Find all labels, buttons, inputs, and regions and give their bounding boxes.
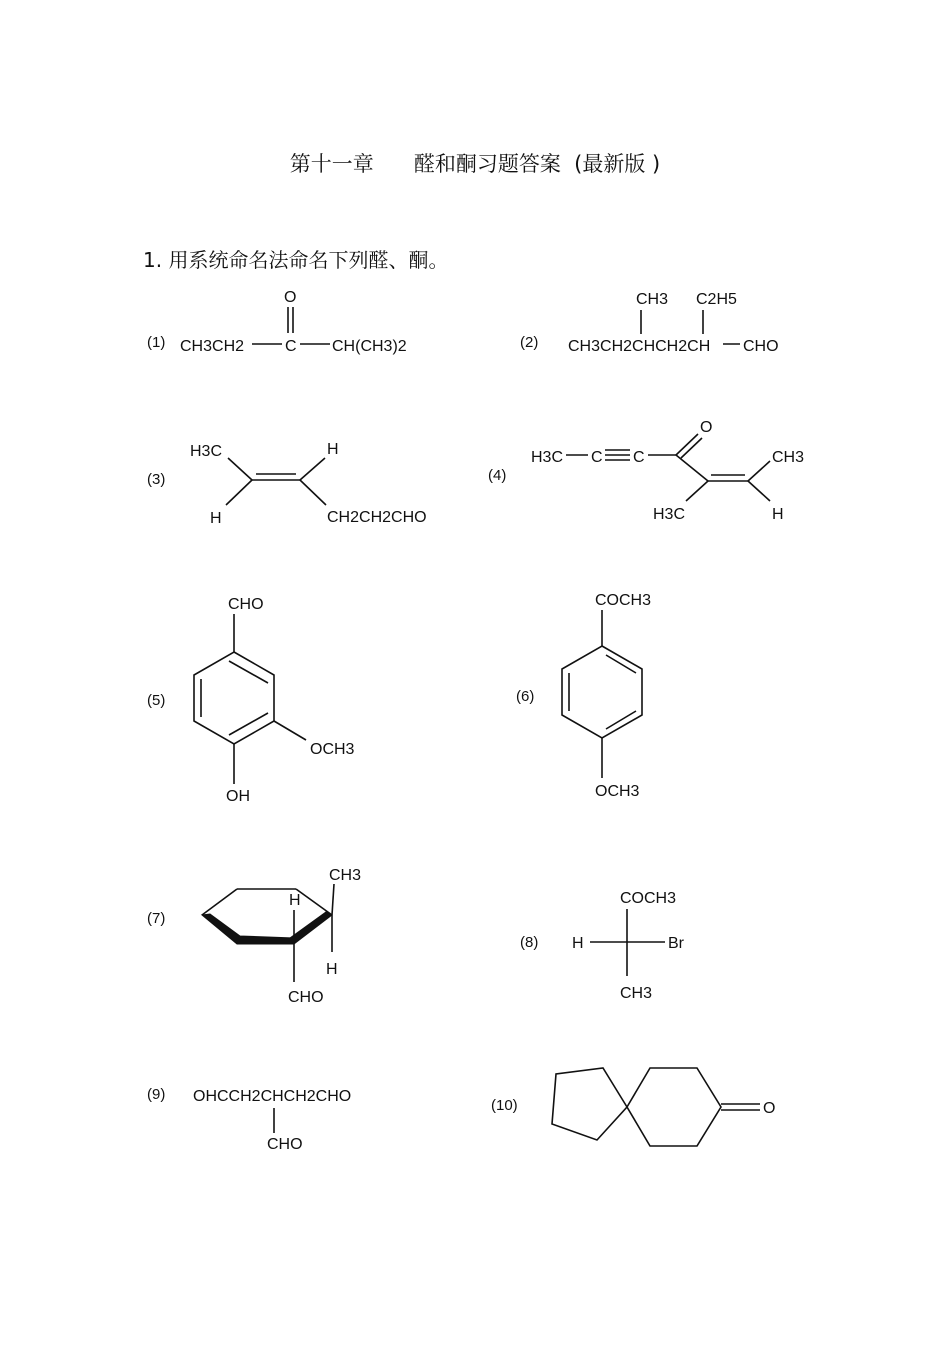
s10-oxygen: O [763, 1100, 776, 1117]
s4-alkyne-c1: C [591, 449, 603, 466]
item-label-9: (9) [147, 1086, 166, 1103]
s8-hydrogen: H [572, 935, 584, 952]
structure-7 [202, 867, 361, 1006]
s6-acetyl: COCH3 [595, 592, 652, 609]
s4-methyl-left: H3C [531, 449, 564, 466]
structure-4 [531, 419, 804, 523]
item-label-10: (10) [491, 1097, 518, 1114]
s8-methyl: CH3 [620, 985, 653, 1002]
s8-acetyl: COCH3 [620, 890, 677, 907]
s7-h-upper: H [289, 892, 301, 909]
s3-h-top: H [327, 441, 339, 458]
s6-methoxy: OCH3 [595, 783, 640, 800]
item-label-7: (7) [147, 910, 166, 927]
s1-oxygen: O [284, 289, 297, 306]
s1-right-group: CH(CH3)2 [332, 338, 407, 355]
s3-chain: CH2CH2CHO [327, 509, 427, 526]
s5-methoxy: OCH3 [310, 741, 355, 758]
s4-oxygen: O [700, 419, 713, 436]
structure-8 [572, 890, 685, 1002]
s3-h-bottom: H [210, 510, 222, 527]
structure-9 [193, 1088, 351, 1153]
structure-10 [552, 1068, 775, 1146]
item-label-5: (5) [147, 692, 166, 709]
structure-6 [562, 592, 651, 800]
page-title: 第十一章 醛和酮习题答案 (最新版 ) [289, 152, 661, 176]
s3-methyl: H3C [190, 443, 223, 460]
structure-3 [190, 441, 427, 527]
item-label-2: (2) [520, 334, 539, 351]
s7-h-lower: H [326, 961, 338, 978]
item-label-4: (4) [488, 467, 507, 484]
s8-bromine: Br [668, 935, 684, 952]
s1-carbonyl-carbon: C [285, 338, 297, 355]
structure-1 [180, 289, 407, 355]
s1-left-group: CH3CH2 [180, 338, 245, 355]
s2-main-chain: CH3CH2CHCH2CH [568, 338, 711, 355]
item-label-1: (1) [147, 334, 166, 351]
structure-5 [194, 596, 355, 805]
s7-methyl: CH3 [329, 867, 362, 884]
s5-aldehyde: CHO [228, 596, 264, 613]
s2-methyl: CH3 [636, 291, 669, 308]
question-1: 1. 用系统命名法命名下列醛、酮。 [143, 248, 449, 272]
s4-alkyne-c2: C [633, 449, 645, 466]
s9-aldehyde: CHO [267, 1136, 303, 1153]
s7-aldehyde: CHO [288, 989, 324, 1006]
s2-aldehyde: CHO [743, 338, 779, 355]
s9-main-chain: OHCCH2CHCH2CHO [193, 1088, 352, 1105]
item-label-3: (3) [147, 471, 166, 488]
s2-ethyl: C2H5 [696, 291, 737, 308]
item-label-8: (8) [520, 934, 539, 951]
s4-hydrogen: H [772, 506, 784, 523]
s5-hydroxyl: OH [226, 788, 250, 805]
s4-methyl-bottom: H3C [653, 506, 686, 523]
s4-methyl-right: CH3 [772, 449, 805, 466]
item-label-6: (6) [516, 688, 535, 705]
structure-2 [568, 291, 779, 355]
